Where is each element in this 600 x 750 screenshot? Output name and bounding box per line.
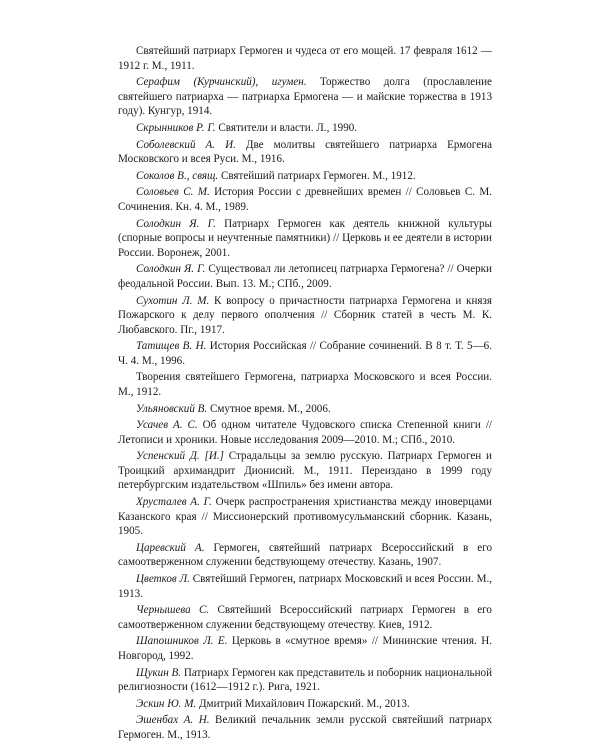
entry-text: Святейший патриарх Гермоген. М., 1912. <box>218 169 416 182</box>
entry-text: Дмитрий Михайлович Пожарский. М., 2013. <box>196 697 410 710</box>
entry-author: Чернышева С. <box>136 604 210 617</box>
entry-author: Хрусталев А. Г. <box>136 496 212 509</box>
entry-author: Успенский Д. [И.] <box>136 450 224 463</box>
bibliography-entry <box>118 418 492 447</box>
entry-author: Серафим (Курчинский), игумен. <box>136 76 307 89</box>
entry-author: Соболевский А. И. <box>136 138 236 151</box>
entry-text: Великий печальник земли русской святейший патриарх Гермоген. М., 1913. <box>118 714 493 741</box>
bibliography-entry <box>118 666 492 695</box>
entry-text: Творения святейшего Гермогена, патриарха Московского и всея России. М., 1912. <box>118 371 492 398</box>
entry-author: Эшенбах А. Н. <box>136 714 210 727</box>
entry-text: К вопросу о причастности патриарха Гермогена и князя Пожарского к делу первого ополчения // Сборник статей в честь М. К. Любавского. Пг., 1917. <box>118 294 492 336</box>
entry-text: Патриарх Гермоген как представитель и поборник национальной религиозности (1612—1912 г.). Рига, 1921. <box>118 666 493 694</box>
entry-author: Щукин В. <box>136 666 182 679</box>
bibliography-entry <box>118 185 492 214</box>
bibliography-entry <box>118 495 492 539</box>
bibliography-entry <box>118 44 492 73</box>
bibliography-entry <box>118 402 492 417</box>
entry-author: Сухотин Л. М. <box>136 294 210 307</box>
entry-author: Ульяновский В. <box>136 402 208 415</box>
bibliography-entry <box>118 713 492 742</box>
bibliography-entry <box>118 138 492 167</box>
bibliography-entry <box>118 262 492 291</box>
bibliography-entry <box>118 294 492 338</box>
bibliography-entry <box>118 121 492 136</box>
entry-text: Патриарх Гермоген как деятель книжной культуры (спорные вопросы и неучтенные памятники) // Церковь и ее деятели в истории России. Воронеж, 2001. <box>118 217 492 259</box>
bibliography-entry <box>118 217 492 261</box>
entry-author: Солодкин Я. Г. <box>136 217 216 230</box>
bibliography-entry <box>118 449 492 493</box>
entry-author: Соловьев С. М. <box>136 186 210 199</box>
entry-text: Святейший Всероссийский патриарх Гермоген в его самоотверженном служении бедствующему отечеству. Киев, 1912. <box>118 604 492 631</box>
entry-text: Очерк распространения христианства между иноверцами Казанского края // Миссионерский противомусульманский сборник. Казань, 1905. <box>118 496 492 538</box>
entry-text: Существовал ли летописец патриарха Гермогена? // Очерки феодальной России. Вып. 13. М.; СПб., 2009. <box>118 263 492 290</box>
entry-author: Усачев А. С. <box>136 419 198 432</box>
entry-text: Церковь в «смутное время» // Мининские чтения. Н. Новгород, 1992. <box>118 635 492 662</box>
entry-text: Об одном читателе Чудовского списка Степенной книги // Летописи и хроники. Новые исследования 2009—2010. М.; СПб., 2010. <box>118 419 492 446</box>
entry-author: Соколов В., свящ. <box>136 169 219 182</box>
bibliography-entry <box>118 697 492 712</box>
entry-author: Скрынников Р. Г. <box>136 121 216 134</box>
bibliography-entry <box>118 634 492 663</box>
entry-text: Гермоген, святейший патриарх Всероссийский в его самоотверженном служении бедствующему отечеству. Казань, 1907. <box>118 541 492 569</box>
entry-author: Шапошников Л. Е. <box>136 635 228 648</box>
entry-text: Святейший Гермоген, патриарх Московский и всея России. М., 1913. <box>118 573 492 600</box>
bibliography-entry <box>118 541 492 570</box>
entry-text: Святители и власти. Л., 1990. <box>215 121 358 134</box>
entry-author: Царевский А. <box>136 541 205 554</box>
bibliography-entry <box>118 603 492 632</box>
bibliography-page <box>118 44 492 745</box>
bibliography-entry <box>118 169 492 184</box>
bibliography-entry <box>118 572 492 601</box>
entry-text: Смутное время. М., 2006. <box>207 402 331 415</box>
entry-text: Две молитвы святейшего патриарха Ермогена Московского и всея Руси. М., 1916. <box>118 138 492 166</box>
bibliography-entry <box>118 370 492 399</box>
entry-text: Страдальцы за землю русскую. Патриарх Гермоген и Троицкий архимандрит Дионисий. М., 1911. Переиздано в 1999 году петербургским издательством «Шпиль» без имени автора. <box>118 450 492 492</box>
entry-text: История Российская // Собрание сочинений. В 8 т. Т. 5—6. Ч. 4. М., 1996. <box>118 340 492 367</box>
entry-author: Солодкин Я. Г. <box>136 263 206 276</box>
entry-author: Татищев В. Н. <box>136 340 207 353</box>
bibliography-entry <box>118 339 492 368</box>
entry-author: Эскин Ю. М. <box>136 697 197 710</box>
entry-text: Святейший патриарх Гермоген и чудеса от его мощей. 17 февраля 1612 — 1912 г. М., 1911. <box>118 45 492 72</box>
entry-text: История России с древнейших времен // Соловьев С. М. Сочинения. Кн. 4. М., 1989. <box>118 186 492 213</box>
bibliography-entry <box>118 75 492 119</box>
entry-text: Торжество долга (прославление святейшего патриарха — патриарха Ермогена — и майские торжества в 1913 году). Кунгур, 1914. <box>118 76 492 118</box>
entry-author: Цветков Л. <box>136 573 190 585</box>
